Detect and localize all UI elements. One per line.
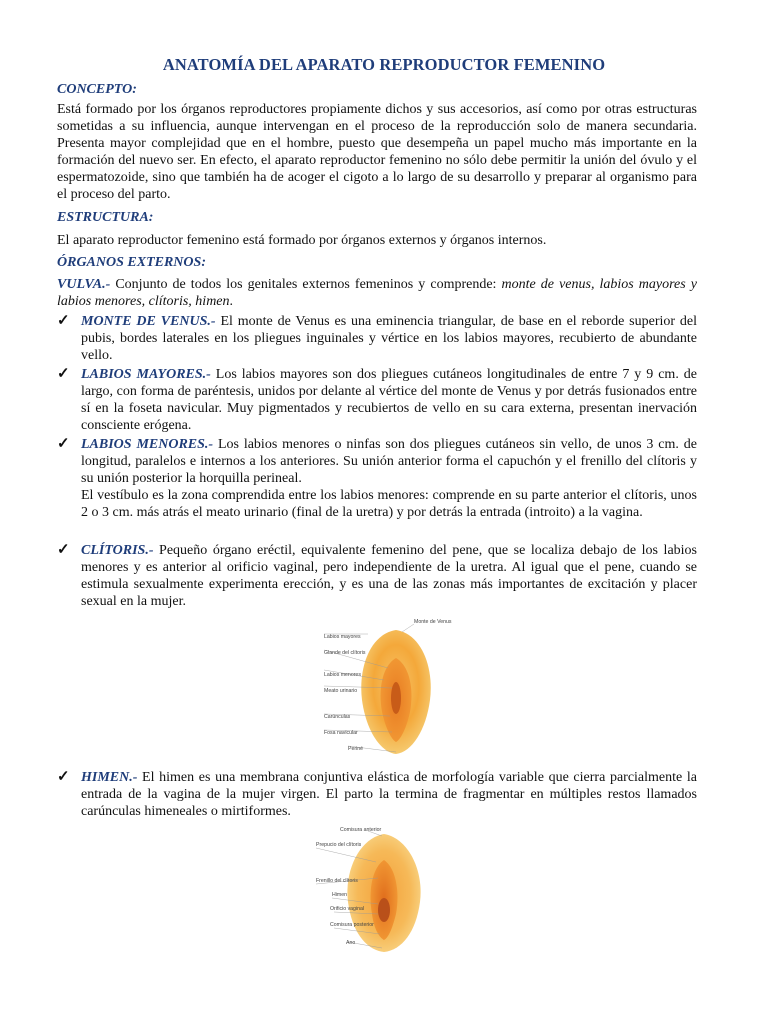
item-text: El monte de Venus es una eminencia triangular, de base en el reborde superior del pubis, bordes laterales en los pliegues inguinales y vértice en los labios mayores, recubierto de abundante vello. [81,314,697,363]
vulva-anatomy-figure [318,618,458,758]
list-item-monte-de-venus [57,313,697,364]
check-icon: ✓ [57,366,70,382]
vulva-end: . [229,294,234,309]
check-icon: ✓ [57,769,70,785]
concepto-heading: CONCEPTO: [57,82,137,97]
label-caruncules: Carúnculas [324,714,351,720]
vulva-text: Conjunto de todos los genitales externos femeninos y comprende: [110,277,502,292]
item-term: HIMEN.- [81,770,138,785]
label-frenillo-clitoris: Frenillo del clítoris [316,878,358,884]
vulva-italic: monte de venus, labios mayores y labios menores, clítoris, himen [57,277,697,309]
item-term: CLÍTORIS.- [81,543,154,558]
vestibule-shape [391,682,401,714]
label-perine: Periné [348,746,363,752]
vulva-illustration [318,618,458,758]
list-item-labios-menores [57,436,697,521]
estructura-paragraph: El aparato reproductor femenino está formado por órganos externos y órganos internos. [57,233,547,248]
vaginal-orifice-shape [378,898,390,922]
estructura-heading: ESTRUCTURA: [57,210,154,225]
vulva-paragraph [57,276,697,310]
hymen-anatomy-figure [312,826,432,956]
label-comisura-posterior: Comisura posterior [330,922,374,928]
check-icon: ✓ [57,436,70,452]
label-labios-menores: Labios menores [324,672,361,678]
item-text: Los labios menores o ninfas son dos pliegues cutáneos sin vello, de unos 3 cm. de longitud, paralelos e internos a los anteriores. Su unión anterior forma el capuchón y el frenillo del clítoris y su unión posterior la horquilla perineal. [81,437,697,486]
list-item-himen [57,769,697,820]
item-text: El himen es una membrana conjuntiva elástica de morfología variable que cierra parcialmente la entrada de la vagina de la mujer virgen. El parto la termina de fragmentar en múltiples restos llamados carúnculas himeneales o mirtiformes. [81,770,697,819]
label-comisura-anterior: Comisura anterior [340,827,382,833]
label-orificio-vaginal: Orificio vaginal [330,906,365,912]
vulva-term: VULVA.- [57,277,111,292]
item-term: MONTE DE VENUS.- [81,314,216,329]
check-icon: ✓ [57,313,70,329]
item-text: Los labios mayores son dos pliegues cutáneos longitudinales de entre 7 y 9 cm. de largo, con forma de paréntesis, unidos por delante al vértice del monte de Venus y por detrás fusionados entre sí en la foseta navicular. Muy pigmentados y recubiertos de vello en su cara externa, presentan inervación consciente erógena. [81,367,697,433]
item-text: Pequeño órgano eréctil, equivalente femenino del pene, que se localiza debajo de los labios menores y es anterior al orificio vaginal, pero independiente de la uretra. Al igual que el pene, cuando se estimula sexualmente experimenta erección, y es una de las zonas más importantes de excitación y placer sexual en la mujer. [81,543,697,609]
label-ano: Ano [346,940,356,946]
label-monte-de-venus: Monte de Venus [414,619,452,625]
list-item-clitoris [57,542,697,610]
check-icon: ✓ [57,542,70,558]
hymen-illustration [312,826,432,956]
label-prepucio-clitoris: Prepucio del clítoris [316,842,362,848]
item-extra-text: El vestíbulo es la zona comprendida entre los labios menores: comprende en su parte anterior el clítoris, unos 2 o 3 cm. más atrás el meato urinario (final de la uretra) y por detrás la entrada (introito) a la vagina. [81,488,697,520]
item-term: LABIOS MAYORES.- [81,367,211,382]
label-labios-mayores: Labios mayores [324,634,361,640]
label-meato-urinario: Meato urinario [324,688,358,694]
page-title: ANATOMÍA DEL APARATO REPRODUCTOR FEMENINO [162,55,606,74]
organos-externos-heading: ÓRGANOS EXTERNOS: [57,255,206,270]
label-glande-clitoris: Glande del clítoris [324,650,366,656]
label-fosa-navicular: Fosa navicular [324,730,358,736]
item-term: LABIOS MENORES.- [81,437,214,452]
concepto-paragraph: Está formado por los órganos reproductores propiamente dichos y sus accesorios, así como por otras estructuras sometidas a su influencia, aunque intervengan en el proceso de la reproducción solo de manera secundaria. Presenta mayor complejidad que en el hombre, puesto que desempeña un papel mucho más importante en la formación del nuevo ser. En efecto, el aparato reproductor femenino no sólo debe permitir la unión del óvulo y el espermatozoide, sino que también ha de acoger el cigoto a lo largo de su desarrollo y preparar al organismo para el proceso del parto. [57,102,697,202]
label-himen: Himen [332,892,347,898]
list-item-labios-mayores [57,366,697,434]
